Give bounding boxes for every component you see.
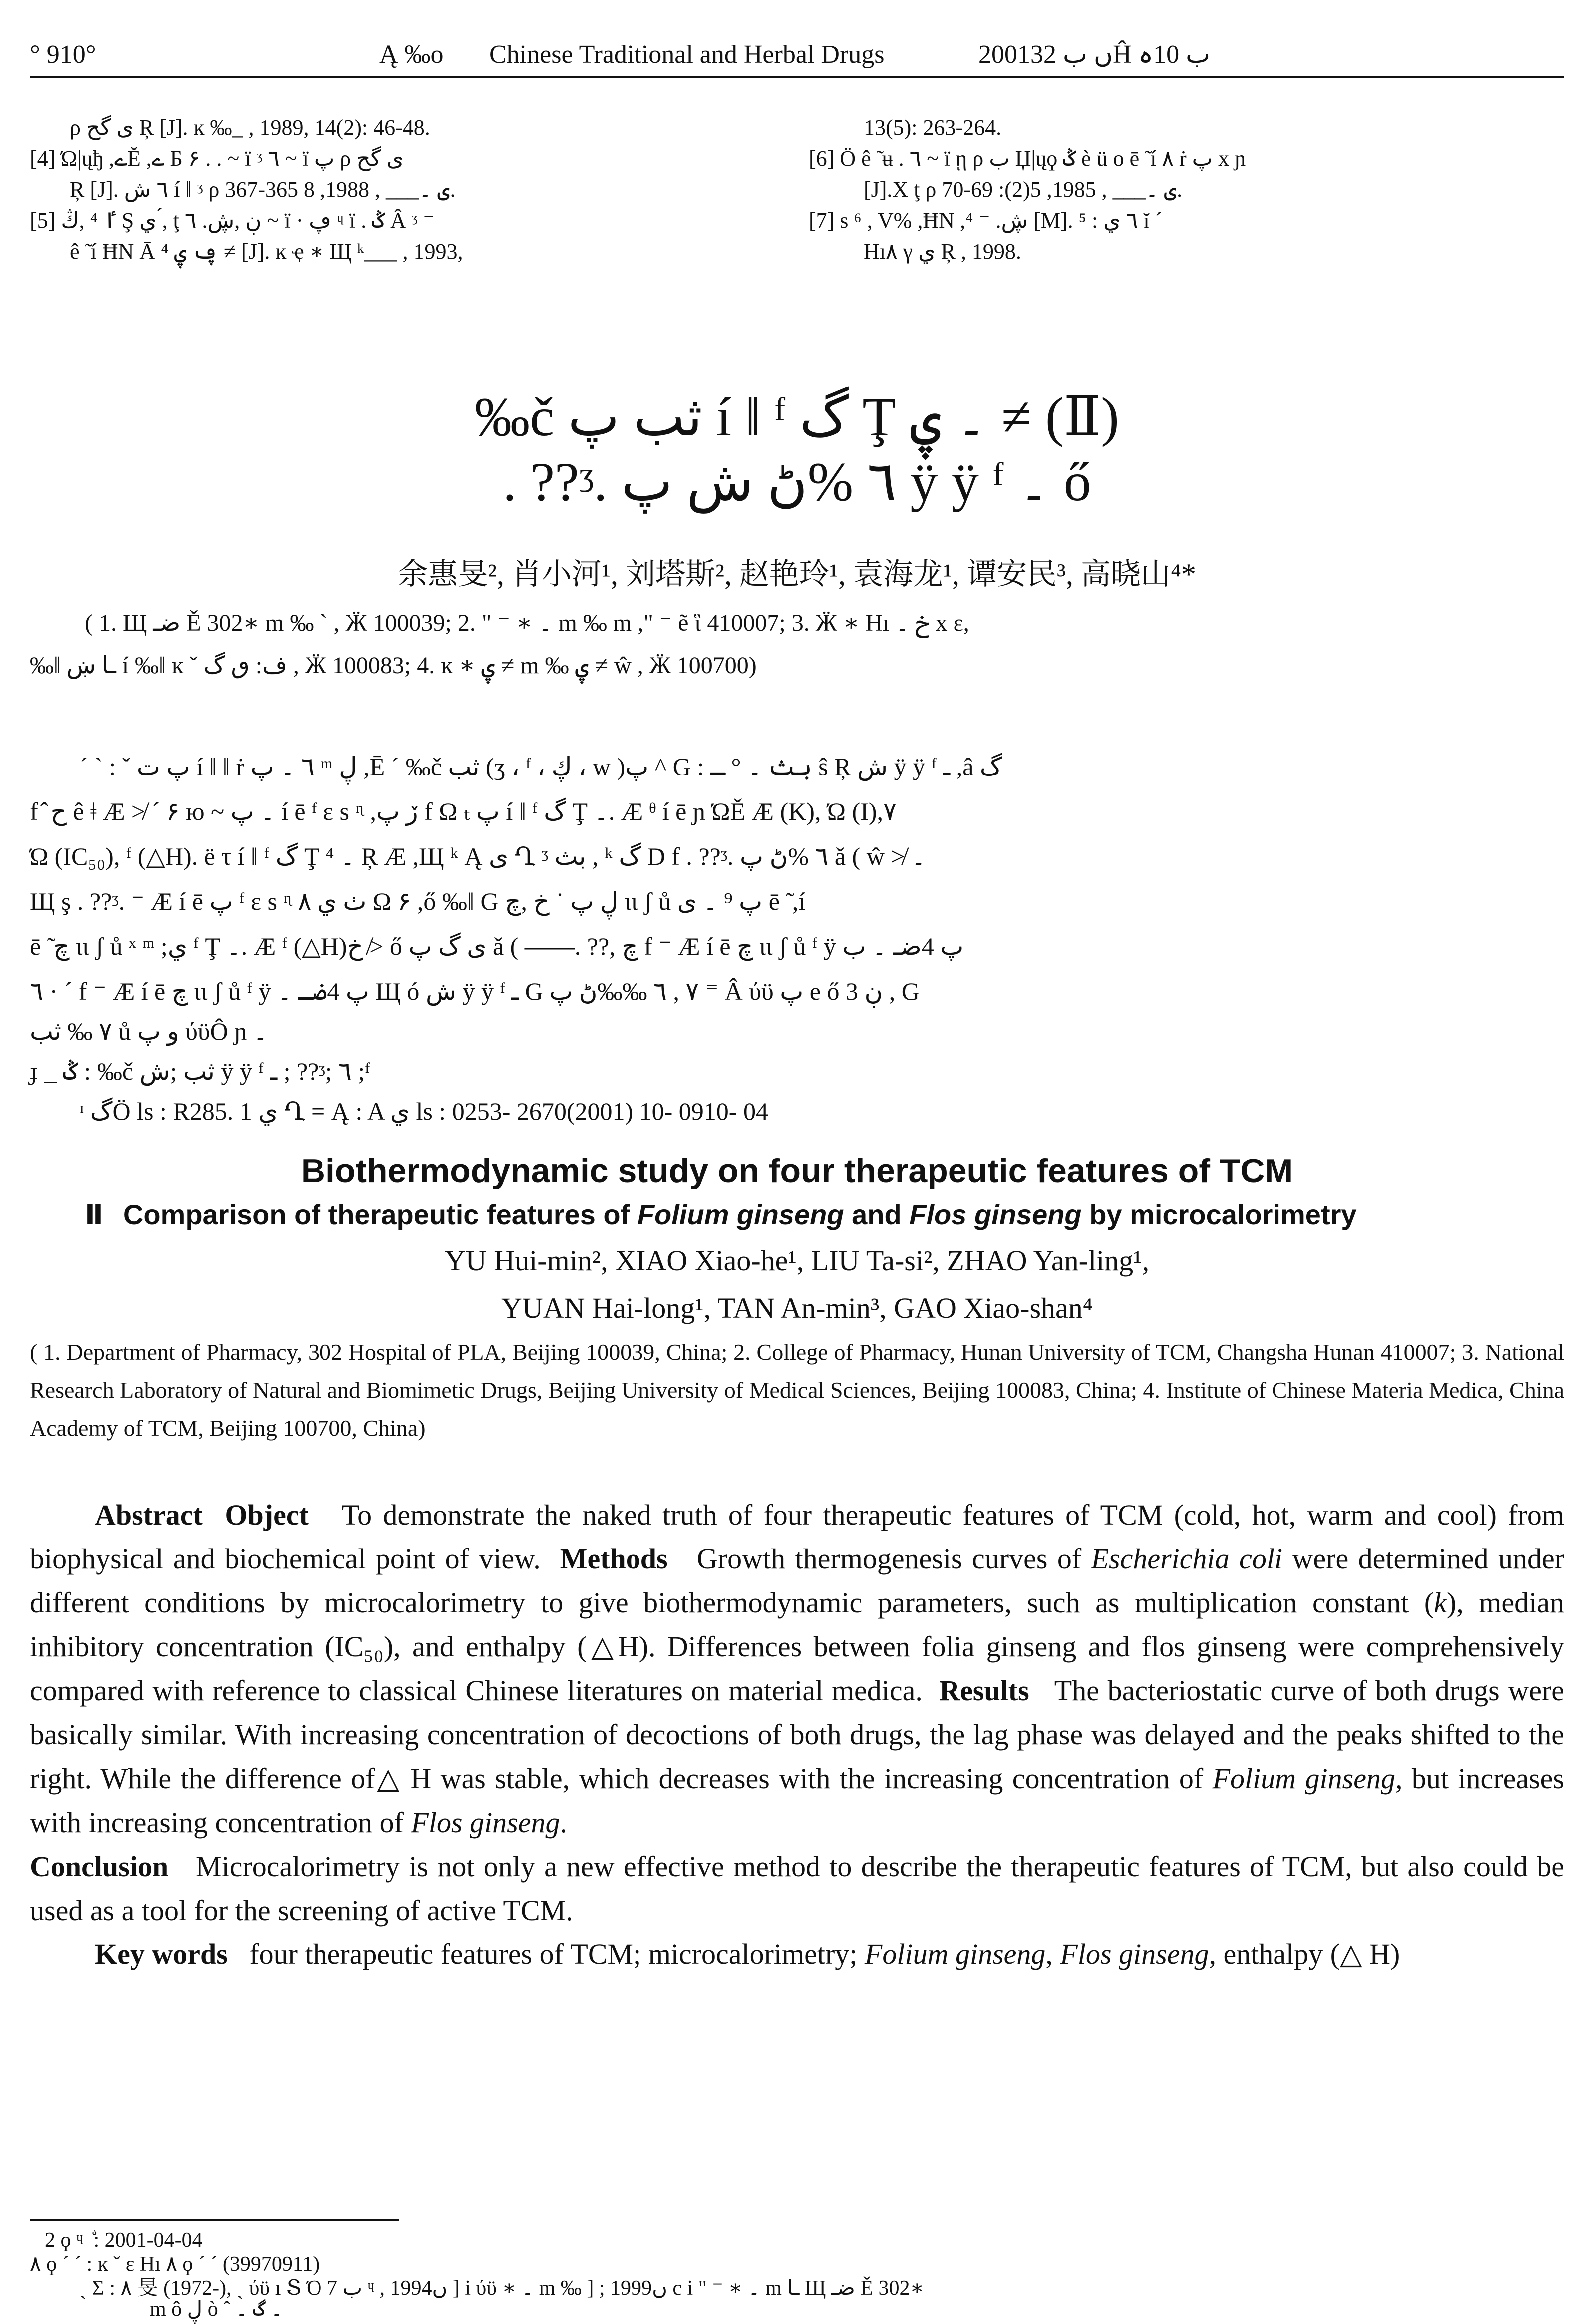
reference-line: ρ ى گح Ŗ [J]. ĸ ‰_ , 1989, 14(2): 46-48.: [70, 115, 430, 140]
reference-line: [5] ٵ ⁴ ,ڭ Ş ي ,́ ţ ڹ ,ڜ. ٦ ~ ї · ڥ ᶣ ï . ݣ Â ᶾ ⁻: [30, 208, 435, 233]
en-title: Biothermodynamic study on four therapeutic features of TCM: [301, 1152, 1293, 1190]
reference-line: 13(5): 263-264.: [864, 115, 1002, 140]
methods-label: Methods: [560, 1543, 668, 1575]
abstract-label: Abstract: [95, 1499, 203, 1531]
cn-affiliation-line: ( 1. Щ ضـ Ě 302∗ m ‰ ˋ , Ӝ 100039; 2. " ⁻ ∗ ۔ m ‰ m ," ⁻ ẽ ἳ 410007; 3. Ӝ ∗ Hı خ ۔ x ε,: [85, 610, 969, 636]
abstract-paragraph: Abstract Object To demonstrate the naked truth of four therapeutic features of TCM (cold, hot, warm and cool) from biophysical and biochemical point of view. Methods Growth thermogenesis curves of Escherichia coli were determined under different conditions by microcalorimetry to give biothermodynamic parameters, such as multiplication constant (k), median inhibitory concentration (IC₅₀), and enthalpy (△H). Differences between folia ginseng and flos ginseng were comprehensively compared with reference to classical Chinese literatures on material medica. Results The bacteriostatic curve of both drugs were basically similar. With increasing concentration of decoctions of both drugs, the lag phase was delayed and the peaks shifted to the right. While the difference of△ H was stable, which decreases with the increasing concentration of Folium ginseng, but increases with increasing concentration of Flos ginseng.: [30, 1499, 1565, 1839]
cn-abstract-line: Ώ (IC₅₀), ᶠ (△H). ë τ í ǁ ᶠ گ Ţ ۔ ⁴ Ŗ Æ ,Щ ᵏ Ą ى Ղ ᶾ بث , ᵏ گ D f . ??ᶾ. ٦ %ڻ پ ǎ ( ŵ ≯ ۔: [30, 842, 926, 870]
keywords-paragraph: Key words four therapeutic features of TCM; microcalorimetry; Folium ginseng, Flos ginseng, enthalpy (△ H): [95, 1938, 1400, 1970]
reference-line: [J].X ţ ρ ى ۔___ , 1985, 5(2): 69-70.: [864, 177, 1183, 202]
reference-line: [4] Ώ|ųђ ,ےĚ ,ے Б ۶ . . ~ ї ᶾ ٦ ~ ї پ ρ ى گح: [30, 146, 404, 171]
footnote-received: 2 ϙ ᶣ ۨ : 2001-04-04: [45, 2229, 203, 2252]
cn-author-list: 余惠旻², 肖小河¹, 刘塔斯², 赵艳玲¹, 袁海龙¹, 谭安民³, 高晓山⁴*: [398, 558, 1196, 591]
cn-abstract-line: ē ̃ چ ɩɩ ʃ ů ˣ ᵐ ;ي ᶠ Ţ ۔. Æ ᶠ (△H)خ ≯ ő ى گ پ ǎ ( ——. ??, چ f ⁻ Æ í ē چ ɩɩ ʃ ů ᶠ ÿ پ 4ضـ ۔ ب: [30, 932, 964, 960]
cn-abstract-line: ˊ ˋ : ˇ پ ت í ǁ ǁ ṙ ٦ ۔ پ ᵐ ڸ ,Ē ˊ ‰č ثب (ʒ ، ᶠ ، ڮ ، w )پ ^ G : بث ۔ ° ـ ŝ Ŗ ش ÿ ÿ ᶠ ـ ,â گ: [80, 753, 1002, 780]
en-subtitle: Ⅱ Comparison of therapeutic features of Folium ginseng and Flos ginseng by microcalorimetry: [85, 1199, 1357, 1230]
page-number: ° 910°: [30, 40, 96, 69]
object-label: Object: [225, 1499, 309, 1531]
journal-name-cn: Ą ‰o: [379, 40, 444, 69]
running-header: [30, 30, 1564, 80]
footnote-funding: ٨ ϙ ˊ ˊ : ĸ ˇ ε Hı ٨ ϙ ˊ ˊ (39970911): [30, 2253, 320, 2276]
cn-keywords-line: ɟ _ ݣ : ‰č ثب ;ش ÿ ÿ ᶠ ـ ; ??ᶾ; ٦ ;ᶠ: [30, 1057, 370, 1085]
cn-abstract-line: ٦ · ˊ f ⁻ Æ í ē چ ɩɩ ʃ ů ᶠ ÿ پ 4ضـ ۔ Щ ó ش ÿ ÿ ᶠ ـ G ٧ , ٦ ‰‰ڻ پ ⁼ Â ύϋ پ e ő 3 ڹ , G: [30, 977, 920, 1005]
keywords-label: Key words: [95, 1938, 228, 1970]
en-subtitle-roman: Ⅱ: [85, 1199, 103, 1230]
cn-abstract-line: Щ ş . ??ᶾ. ⁻ Æ í ē پ ᶠ ɛ s ᶯ ٺ ي ٨ Ω ۶ ,ő ‰ǁ G ڸ پ ˙ خ ,چ ɩɩ ʃ ů پ ⁹ ۔ ى ē ̃ ,í: [30, 887, 806, 915]
footnote-author-bio: m ô ڸ ò ˆ ۔ گ ۔: [150, 2298, 283, 2321]
cn-abstract-line: f ̂ ح ê ǂ Æ ≯ ˊ ۶ ю ~ ۔ پ í ē ᶠ ɛ s ᶯ ,ڒ پ f Ω ₜ پ í ǁ ᶠ گ Ţ ۔. Æ ᶿ í ē ɲ ΏĚ Æ (K), Ώ (I),٧: [30, 797, 897, 825]
cn-classification-line: ᶦ گÖ ls : R285. 1 ي Ղ = Ą : A ي ls : 0253- 2670(2001) 10- 0910- 04: [80, 1097, 768, 1125]
reference-line: Hı٨ γ ي Ŗ , 1998.: [864, 239, 1021, 264]
reference-line: [7] s ⁶ , V% ,ĦΝ ,ڜ. ⁻ ⁴ [M]. ٦ ي : ⁵ ĭ ˊ: [809, 208, 1163, 233]
header-rule: [30, 76, 1564, 78]
reference-line: Ŗ [J]. ٦ ش í ǁ ᶾ ρ ى ۔___ , 1988, 8 365-367.: [70, 177, 456, 202]
reference-line: ê ̃ í ĦΝ Ā ⁴ ڥ ۑ ≠ [J]. ĸ ҿ ∗ Щ ᵏ___ , 1993,: [70, 239, 463, 264]
reference-line: [6] Ö ê ̃ ʉ . ٦ ~ ї ῃ ρ ب Џ|ųϙ ݣ è ü o ē ̃ í ٨ ṙ پ x ɲ: [809, 146, 1246, 171]
journal-name-en: Chinese Traditional and Herbal Drugs: [489, 40, 885, 69]
conclusion-paragraph: Conclusion Microcalorimetry is not only a new effective method to describe the therapeutic features of TCM, but also could be used as a tool for the screening of active TCM.: [30, 1850, 1565, 1927]
en-author-line: YUAN Hai-long¹, TAN An-min³, GAO Xiao-shan⁴: [501, 1292, 1093, 1324]
cn-title-line-1: ‰č ثب پ í ǁ ᶠ گ Ţ ۔ ۑ ≠ (Ⅱ): [475, 387, 1119, 447]
cn-abstract-line: ٧ ‰ ثب ů و پ ύϋÔ ɲ ۔: [30, 1017, 268, 1045]
cn-affiliation-line: ‰ǁ ـا ښ í ‰ǁ ĸ ˇ ف: ٯ گ , Ӝ 100083; 4. ĸ ∗ ۑ ≠ m ‰ ۑ ≠ ŵ , Ӝ 100700): [30, 652, 757, 679]
cn-title-line-2: . ??ᶾ. ٦ %ڻ ش پ ÿ ÿ ᶠ ۔ ő: [503, 451, 1091, 512]
footnote-author-bio: ˎ Σ : ٨ 旻 (1972-), ˎ ύϋ ı Տ Ό ب 7 ᶣ , 1994ں ] i ύϋ ∗ ۔ m ‰ ] ; 1999ں c i " ⁻ ∗ ۔ m ـا Щ ضـ Ě 302∗: [80, 2277, 925, 2300]
footnote-rule: [30, 2219, 399, 2221]
en-affiliation: ( 1. Department of Pharmacy, 302 Hospital of PLA, Beijing 100039, China; 2. College of Pharmacy, Hunan University of TCM, Changsha Hunan 410007; 3. National Research Laboratory of Natural and Biomimetic Drugs, Beijing University of Medical Sciences, Beijing 100083, China; 4. Institute of Chinese Materia Medica, China Academy of TCM, Beijing 100700, China): [30, 1339, 1564, 1441]
en-author-line: YU Hui-min², XIAO Xiao-he¹, LIU Ta-si², ZHAO Yan-ling¹,: [444, 1244, 1150, 1277]
journal-issue: 2001ں ب 32Ĥ ب 10ہ: [978, 40, 1211, 69]
en-abstract: [30, 1493, 1564, 1976]
results-label: Results: [939, 1674, 1029, 1707]
conclusion-label: Conclusion: [30, 1850, 169, 1883]
